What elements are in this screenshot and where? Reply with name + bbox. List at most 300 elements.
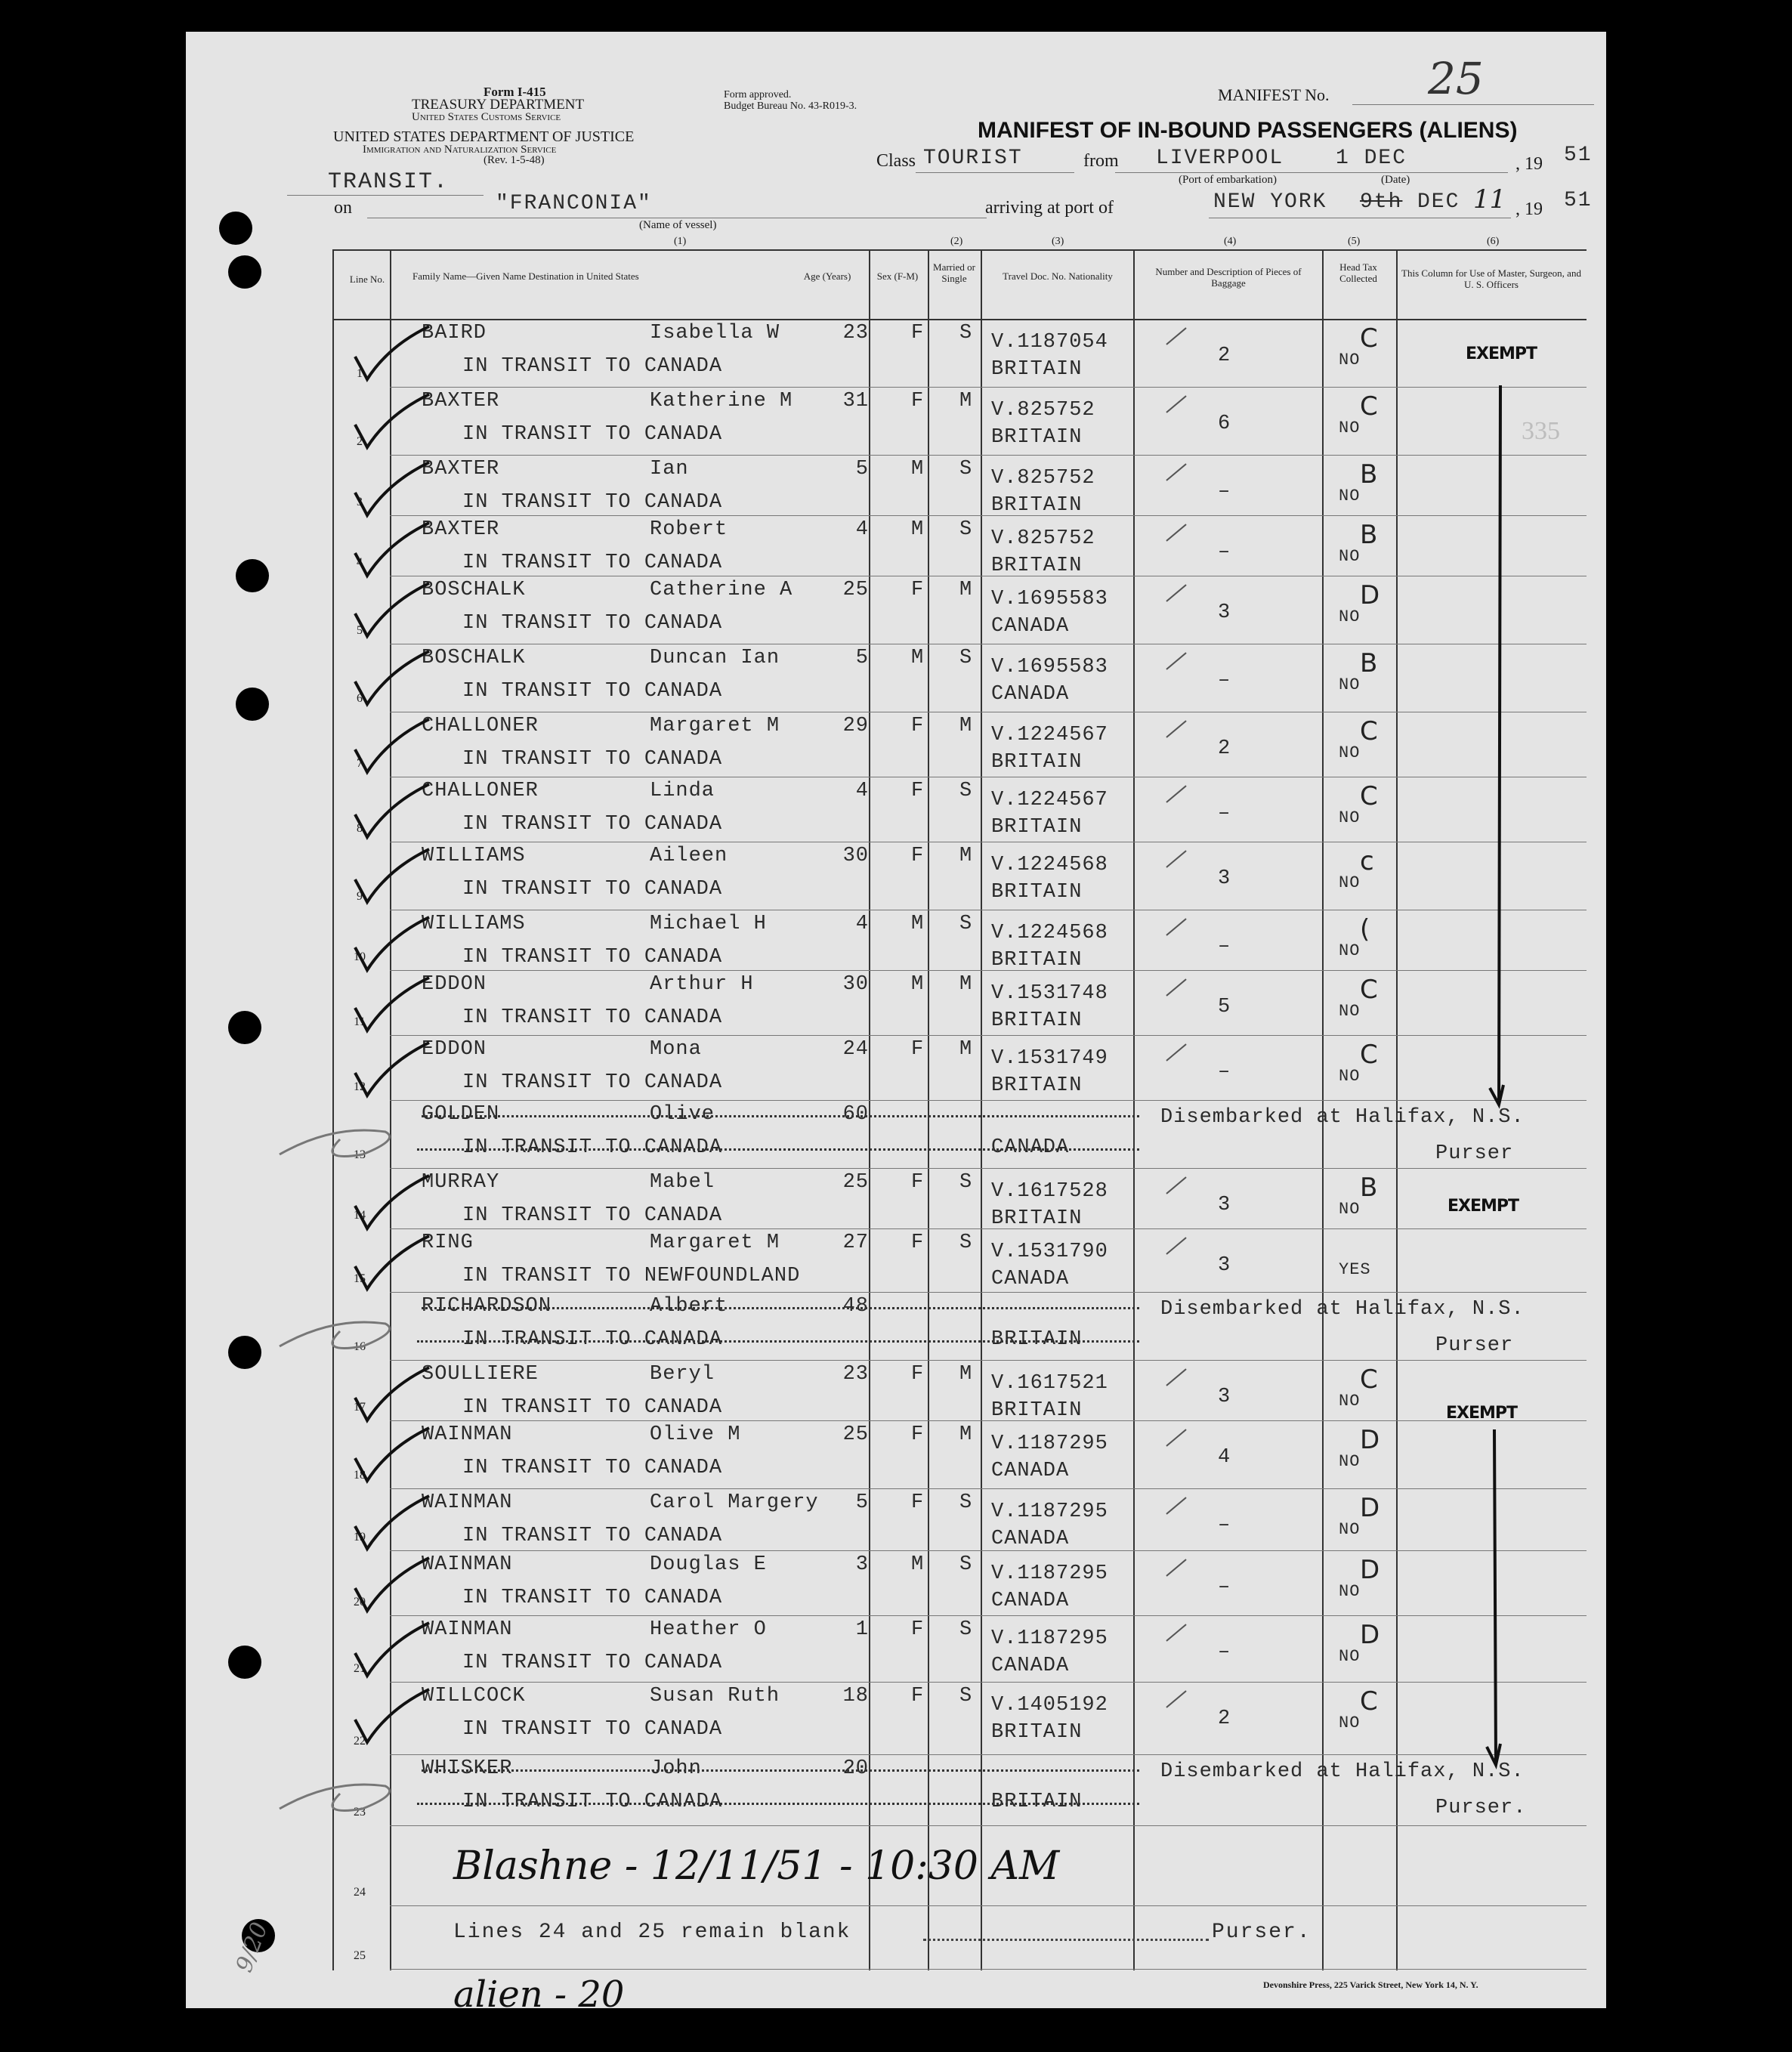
punch-hole bbox=[228, 1336, 261, 1369]
line-number: 12 bbox=[354, 1080, 366, 1093]
strike-line bbox=[422, 1769, 1139, 1772]
arrival-port: NEW YORK bbox=[1213, 190, 1327, 214]
travel-doc-no: V.1187295 bbox=[991, 1562, 1108, 1585]
sex: F bbox=[911, 1038, 925, 1061]
treasury-dept: TREASURY DEPARTMENT bbox=[412, 97, 585, 113]
sex: F bbox=[911, 715, 925, 737]
col-num-5: (5) bbox=[1348, 236, 1361, 247]
head-tax-mark: D bbox=[1360, 580, 1380, 610]
class-value: TOURIST bbox=[923, 147, 1023, 170]
given-name: Margaret M bbox=[650, 1232, 780, 1254]
vessel-caption: (Name of vessel) bbox=[639, 219, 717, 231]
baggage: – bbox=[1218, 935, 1231, 958]
from-label: from bbox=[1083, 151, 1119, 171]
age: 20 bbox=[842, 1757, 869, 1780]
check-mark bbox=[351, 781, 434, 842]
baggage: – bbox=[1218, 541, 1231, 564]
col-num-2: (2) bbox=[950, 236, 963, 247]
from-port: LIVERPOOL bbox=[1156, 147, 1284, 170]
justice-dept: UNITED STATES DEPARTMENT OF JUSTICE bbox=[333, 128, 635, 145]
age: 30 bbox=[842, 973, 869, 996]
age: 60 bbox=[842, 1103, 869, 1126]
row-rule bbox=[390, 1420, 1587, 1421]
travel-doc-no: V.825752 bbox=[991, 399, 1095, 422]
travel-doc-no: V.825752 bbox=[991, 527, 1095, 550]
family-name: CHALLONER bbox=[422, 780, 539, 802]
sex: M bbox=[911, 647, 925, 669]
baggage: 3 bbox=[1218, 601, 1231, 624]
blank-lines-note: Lines 24 and 25 remain blank bbox=[453, 1921, 851, 1944]
given-name: Heather O bbox=[650, 1618, 767, 1641]
column-rule bbox=[1133, 249, 1135, 1970]
marital-status: M bbox=[959, 1038, 973, 1061]
inspector-signature: Blashne - 12/11/51 - 10:30 AM bbox=[453, 1843, 1060, 1889]
family-name: SOULLIERE bbox=[422, 1363, 539, 1386]
destination: IN TRANSIT TO CANADA bbox=[462, 1652, 723, 1674]
travel-doc-no: V.1224568 bbox=[991, 922, 1108, 944]
row-rule bbox=[390, 1228, 1587, 1229]
date-caption: (Date) bbox=[1381, 174, 1410, 186]
destination: IN TRANSIT TO CANADA bbox=[462, 491, 723, 514]
given-name: Robert bbox=[650, 518, 728, 541]
nationality: BRITAIN bbox=[991, 358, 1083, 381]
destination: IN TRANSIT TO CANADA bbox=[462, 1136, 723, 1159]
given-name: Aileen bbox=[650, 845, 728, 867]
embark-date: 1 DEC bbox=[1336, 147, 1407, 170]
column-rule bbox=[928, 249, 929, 1970]
sex: M bbox=[911, 1553, 925, 1576]
given-name: Douglas E bbox=[650, 1553, 767, 1576]
head-tax-mark: B bbox=[1360, 520, 1378, 550]
disembark-note: Disembarked at Halifax, N.S. bbox=[1160, 1106, 1525, 1129]
destination: IN TRANSIT TO CANADA bbox=[462, 1791, 723, 1813]
head-tax-mark: D bbox=[1360, 1493, 1380, 1523]
col-header-line-no: Line No. bbox=[349, 273, 385, 285]
col-header-name: Family Name—Given Name Destination in United States bbox=[412, 270, 639, 282]
col-header-officers: This Column for Use of Master, Surgeon, and U. S. Officers bbox=[1401, 267, 1581, 290]
row-rule bbox=[390, 387, 1587, 388]
destination: IN TRANSIT TO CANADA bbox=[462, 1457, 723, 1479]
col-num-3: (3) bbox=[1052, 236, 1064, 247]
table-top-rule bbox=[332, 249, 1587, 251]
table-header-rule bbox=[332, 319, 1587, 320]
given-name: Albert bbox=[650, 1295, 728, 1318]
line-number: 13 bbox=[354, 1148, 366, 1161]
check-mark bbox=[351, 391, 434, 452]
given-name: Susan Ruth bbox=[650, 1685, 780, 1707]
marital-status: S bbox=[959, 458, 973, 481]
head-tax-mark: D bbox=[1360, 1425, 1380, 1455]
marital-status: M bbox=[959, 1363, 973, 1386]
head-tax: NO bbox=[1339, 1002, 1361, 1021]
customs-service: United States Customs Service bbox=[412, 111, 561, 123]
destination: IN TRANSIT TO CANADA bbox=[462, 1071, 723, 1094]
marital-status: S bbox=[959, 518, 973, 541]
travel-doc-no: V.1187295 bbox=[991, 1432, 1108, 1455]
alien-count: alien - 20 bbox=[453, 1973, 625, 2016]
age: 3 bbox=[855, 1553, 869, 1576]
row-rule bbox=[390, 515, 1587, 516]
row-rule bbox=[390, 1550, 1587, 1551]
line-number: 2 bbox=[357, 435, 363, 448]
purser-signature: Purser bbox=[1435, 1142, 1514, 1165]
nationality: BRITAIN bbox=[991, 1399, 1083, 1422]
travel-doc-no: V.1617528 bbox=[991, 1180, 1108, 1203]
nationality: CANADA bbox=[991, 1655, 1070, 1677]
marital-status: M bbox=[959, 845, 973, 867]
nationality: BRITAIN bbox=[991, 751, 1083, 774]
baggage: 3 bbox=[1218, 1194, 1231, 1216]
head-tax: NO bbox=[1339, 487, 1361, 505]
check-mark bbox=[351, 975, 434, 1035]
check-mark bbox=[351, 1040, 434, 1100]
row-rule bbox=[390, 1615, 1587, 1616]
col-header-baggage: Number and Description of Pieces of Baggage bbox=[1155, 266, 1302, 289]
given-name: Mona bbox=[650, 1038, 702, 1061]
punch-hole bbox=[228, 1646, 261, 1679]
check-mark bbox=[351, 1233, 434, 1293]
nationality: CANADA bbox=[991, 1528, 1070, 1550]
head-tax-mark: C bbox=[1360, 1686, 1378, 1717]
row-rule bbox=[390, 1488, 1587, 1489]
head-tax-mark: c bbox=[1360, 846, 1374, 876]
line-number: 6 bbox=[357, 692, 363, 705]
age: 25 bbox=[842, 1423, 869, 1446]
destination: IN TRANSIT TO CANADA bbox=[462, 878, 723, 901]
column-rule bbox=[869, 249, 870, 1970]
purser-signature: Purser. bbox=[1435, 1797, 1527, 1819]
form-number: Form I-415 bbox=[484, 85, 546, 99]
strike-line bbox=[417, 1803, 1139, 1805]
col-header-travel-doc: Travel Doc. No. Nationality bbox=[1003, 270, 1113, 282]
head-tax: YES bbox=[1339, 1260, 1371, 1279]
head-tax: NO bbox=[1339, 547, 1361, 566]
on-label: on bbox=[334, 198, 352, 218]
head-tax-mark: C bbox=[1360, 1040, 1378, 1070]
nationality: BRITAIN bbox=[991, 816, 1083, 839]
travel-doc-no: V.1187295 bbox=[991, 1500, 1108, 1523]
line-number: 24 bbox=[354, 1886, 366, 1899]
row-rule bbox=[390, 1168, 1587, 1169]
given-name: Linda bbox=[650, 780, 715, 802]
sex: F bbox=[911, 1618, 925, 1641]
head-tax: NO bbox=[1339, 351, 1361, 369]
destination: IN TRANSIT TO CANADA bbox=[462, 748, 723, 771]
head-tax-mark: ( bbox=[1360, 914, 1370, 944]
destination: IN TRANSIT TO CANADA bbox=[462, 680, 723, 703]
row-rule bbox=[390, 1969, 1587, 1970]
head-tax: NO bbox=[1339, 1200, 1361, 1219]
family-name: WILLIAMS bbox=[422, 845, 526, 867]
travel-doc-no: V.1531749 bbox=[991, 1047, 1108, 1070]
line-number: 15 bbox=[354, 1272, 366, 1285]
given-name: Catherine A bbox=[650, 579, 793, 601]
punch-hole bbox=[236, 688, 269, 721]
sex: M bbox=[911, 518, 925, 541]
travel-doc-no: V.1617521 bbox=[991, 1372, 1108, 1395]
line-number: 3 bbox=[357, 496, 363, 508]
baggage: 2 bbox=[1218, 1707, 1231, 1730]
sex: F bbox=[911, 1363, 925, 1386]
nationality: CANADA bbox=[991, 615, 1070, 638]
age: 30 bbox=[842, 845, 869, 867]
head-tax-mark: B bbox=[1360, 1173, 1378, 1203]
family-name: EDDON bbox=[422, 1038, 487, 1061]
strike-line bbox=[417, 1340, 1139, 1343]
family-name: RICHARDSON bbox=[422, 1295, 552, 1318]
line-number: 11 bbox=[354, 1015, 366, 1028]
sex: F bbox=[911, 1171, 925, 1194]
head-tax: NO bbox=[1339, 1714, 1361, 1732]
head-tax: NO bbox=[1339, 1520, 1361, 1539]
col-header-head-tax: Head Tax Collected bbox=[1339, 261, 1377, 284]
travel-doc-no: V.1224567 bbox=[991, 789, 1108, 811]
marital-status: M bbox=[959, 390, 973, 413]
column-rule bbox=[981, 249, 982, 1970]
struck-nationality: BRITAIN bbox=[991, 1791, 1083, 1813]
given-name: Carol Margery bbox=[650, 1491, 819, 1514]
given-name: Ian bbox=[650, 458, 689, 481]
marital-status: S bbox=[959, 1618, 973, 1641]
marital-status: S bbox=[959, 322, 973, 345]
marital-status: S bbox=[959, 1685, 973, 1707]
age: 27 bbox=[842, 1232, 869, 1254]
age: 25 bbox=[842, 1171, 869, 1194]
travel-doc-no: V.825752 bbox=[991, 467, 1095, 490]
destination: IN TRANSIT TO CANADA bbox=[462, 1006, 723, 1029]
sex: F bbox=[911, 322, 925, 345]
check-mark bbox=[351, 459, 434, 520]
marital-status: S bbox=[959, 1491, 973, 1514]
age: 5 bbox=[855, 647, 869, 669]
marital-status: M bbox=[959, 579, 973, 601]
circle-mark bbox=[272, 1109, 408, 1177]
line-number: 18 bbox=[354, 1469, 366, 1482]
sex: F bbox=[911, 1685, 925, 1707]
sex: F bbox=[911, 390, 925, 413]
row-rule bbox=[390, 1035, 1587, 1036]
row-rule bbox=[390, 1292, 1587, 1293]
exempt-arrow-lines bbox=[1473, 378, 1519, 1783]
form-revision: (Rev. 1-5-48) bbox=[484, 154, 545, 166]
family-name: WAINMAN bbox=[422, 1423, 513, 1446]
family-name: BAXTER bbox=[422, 458, 500, 481]
port-embark-caption: (Port of embarkation) bbox=[1179, 174, 1277, 186]
family-name: BOSCHALK bbox=[422, 647, 526, 669]
family-name: WAINMAN bbox=[422, 1491, 513, 1514]
travel-doc-no: V.1187295 bbox=[991, 1627, 1108, 1650]
circle-mark bbox=[272, 1301, 408, 1369]
nationality: BRITAIN bbox=[991, 881, 1083, 904]
exempt-stamp: EXEMPT bbox=[1466, 345, 1537, 363]
nationality: CANADA bbox=[991, 1268, 1070, 1290]
check-mark bbox=[351, 1173, 434, 1233]
row-rule bbox=[390, 1905, 1587, 1906]
travel-doc-no: V.1224568 bbox=[991, 854, 1108, 876]
baggage: 4 bbox=[1218, 1446, 1231, 1469]
head-tax: NO bbox=[1339, 675, 1361, 694]
line-number: 10 bbox=[354, 950, 366, 963]
nationality: BRITAIN bbox=[991, 1207, 1083, 1230]
baggage: – bbox=[1218, 481, 1231, 503]
family-name: WHISKER bbox=[422, 1757, 513, 1780]
family-name: EDDON bbox=[422, 973, 487, 996]
line-number: 4 bbox=[357, 556, 363, 569]
head-tax: NO bbox=[1339, 607, 1361, 626]
check-mark bbox=[351, 914, 434, 975]
col-header-married: Married or Single bbox=[933, 261, 975, 284]
age: 4 bbox=[855, 780, 869, 802]
check-mark bbox=[351, 520, 434, 580]
head-tax: NO bbox=[1339, 941, 1361, 960]
marital-status: S bbox=[959, 647, 973, 669]
given-name: Katherine M bbox=[650, 390, 793, 413]
check-mark bbox=[351, 1425, 434, 1485]
sex: F bbox=[911, 845, 925, 867]
strike-line bbox=[422, 1115, 1139, 1117]
head-tax-mark: D bbox=[1360, 1620, 1380, 1650]
printer-credit: Devonshire Press, 225 Varick Street, New York 14, N. Y. bbox=[1263, 1979, 1478, 1990]
nationality: CANADA bbox=[991, 1460, 1070, 1482]
line-number: 8 bbox=[357, 822, 363, 835]
ins-service: Immigration and Naturalization Service bbox=[363, 144, 557, 156]
year-prefix-2: , 19 bbox=[1515, 199, 1543, 219]
row-rule bbox=[390, 455, 1587, 456]
head-tax-mark: D bbox=[1360, 1555, 1380, 1585]
check-mark bbox=[351, 1686, 434, 1747]
family-name: RING bbox=[422, 1232, 474, 1254]
underline bbox=[287, 195, 484, 196]
baggage: – bbox=[1218, 1641, 1231, 1664]
travel-doc-no: V.1224567 bbox=[991, 724, 1108, 746]
family-name: WAINMAN bbox=[422, 1553, 513, 1576]
marital-status: S bbox=[959, 1232, 973, 1254]
age: 1 bbox=[855, 1618, 869, 1641]
family-name: BAIRD bbox=[422, 322, 487, 345]
line-number: 19 bbox=[354, 1531, 366, 1544]
sex: F bbox=[911, 780, 925, 802]
vessel-name: "FRANCONIA" bbox=[496, 192, 652, 215]
sex: F bbox=[911, 579, 925, 601]
destination: IN TRANSIT TO CANADA bbox=[462, 1525, 723, 1547]
given-name: Beryl bbox=[650, 1363, 715, 1386]
exempt-stamp: EXEMPT bbox=[1446, 1404, 1518, 1423]
nationality: BRITAIN bbox=[991, 949, 1083, 972]
transit-label: TRANSIT. bbox=[328, 169, 450, 195]
line-number: 9 bbox=[357, 890, 363, 903]
purser-signature: Purser bbox=[1435, 1334, 1514, 1357]
manifest-title: MANIFEST OF IN-BOUND PASSENGERS (ALIENS) bbox=[978, 118, 1518, 143]
nationality: BRITAIN bbox=[991, 555, 1083, 577]
arrival-struck-day: 9th bbox=[1360, 190, 1403, 214]
marital-status: M bbox=[959, 715, 973, 737]
baggage: – bbox=[1218, 1061, 1231, 1083]
check-mark bbox=[351, 1555, 434, 1615]
nationality: BRITAIN bbox=[991, 1009, 1083, 1032]
age: 25 bbox=[842, 579, 869, 601]
check-mark bbox=[351, 846, 434, 907]
check-mark bbox=[351, 1364, 434, 1425]
destination: IN TRANSIT TO CANADA bbox=[462, 1587, 723, 1609]
budget-bureau: Budget Bureau No. 43-R019-3. bbox=[724, 100, 857, 112]
col-header-sex: Sex (F-M) bbox=[876, 270, 919, 282]
baggage: – bbox=[1218, 802, 1231, 825]
travel-doc-no: V.1531790 bbox=[991, 1241, 1108, 1263]
head-tax-mark: C bbox=[1360, 781, 1378, 811]
row-rule bbox=[390, 1825, 1587, 1826]
baggage: – bbox=[1218, 669, 1231, 692]
destination: IN TRANSIT TO CANADA bbox=[462, 1396, 723, 1419]
nationality: BRITAIN bbox=[991, 1074, 1083, 1097]
class-label: Class bbox=[876, 151, 916, 171]
faint-stamp: 335 bbox=[1522, 417, 1560, 445]
line-number: 25 bbox=[354, 1949, 366, 1962]
marital-status: M bbox=[959, 1423, 973, 1446]
line-number: 5 bbox=[357, 624, 363, 637]
head-tax-mark: B bbox=[1360, 459, 1378, 490]
family-name: GOLDEN bbox=[422, 1103, 500, 1126]
circle-mark bbox=[272, 1763, 408, 1831]
struck-nationality: BRITAIN bbox=[991, 1328, 1083, 1351]
margin-note: 9/20 bbox=[230, 1918, 273, 1976]
strike-line bbox=[422, 1307, 1139, 1309]
age: 48 bbox=[842, 1295, 869, 1318]
arriving-label: arriving at port of bbox=[985, 198, 1114, 218]
destination: IN TRANSIT TO CANADA bbox=[462, 1718, 723, 1741]
destination: IN TRANSIT TO CANADA bbox=[462, 813, 723, 836]
travel-doc-no: V.1405192 bbox=[991, 1694, 1108, 1717]
check-mark bbox=[351, 323, 434, 384]
head-tax: NO bbox=[1339, 419, 1361, 437]
underline bbox=[916, 172, 1074, 173]
form-approved: Form approved. bbox=[724, 89, 792, 100]
given-name: Mabel bbox=[650, 1171, 715, 1194]
punch-hole bbox=[219, 212, 252, 245]
disembark-note: Disembarked at Halifax, N.S. bbox=[1160, 1760, 1525, 1783]
baggage: 2 bbox=[1218, 737, 1231, 760]
given-name: Michael H bbox=[650, 913, 767, 935]
arrival-date: DEC bbox=[1417, 190, 1460, 214]
nationality: BRITAIN bbox=[991, 426, 1083, 449]
head-tax: NO bbox=[1339, 1067, 1361, 1086]
nationality: BRITAIN bbox=[991, 494, 1083, 517]
baggage: 5 bbox=[1218, 996, 1231, 1018]
family-name: WILLIAMS bbox=[422, 913, 526, 935]
check-mark bbox=[351, 1493, 434, 1553]
sex: F bbox=[911, 1491, 925, 1514]
row-rule bbox=[390, 1100, 1587, 1101]
underline bbox=[1115, 172, 1508, 173]
baggage: 3 bbox=[1218, 1254, 1231, 1277]
head-tax: NO bbox=[1339, 1582, 1361, 1601]
age: 24 bbox=[842, 1038, 869, 1061]
age: 29 bbox=[842, 715, 869, 737]
punch-hole bbox=[228, 255, 261, 289]
col-header-age: Age (Years) bbox=[803, 270, 851, 282]
nationality: CANADA bbox=[991, 1590, 1070, 1612]
baggage: 6 bbox=[1218, 413, 1231, 435]
travel-doc-no: V.1695583 bbox=[991, 588, 1108, 610]
baggage: 2 bbox=[1218, 345, 1231, 367]
given-name: Olive bbox=[650, 1103, 715, 1126]
row-rule bbox=[390, 1682, 1587, 1683]
marital-status: S bbox=[959, 1171, 973, 1194]
family-name: BAXTER bbox=[422, 518, 500, 541]
baggage: – bbox=[1218, 1514, 1231, 1537]
blank-lines-signer: Purser. bbox=[1212, 1921, 1312, 1944]
line-number: 23 bbox=[354, 1806, 366, 1819]
given-name: Isabella W bbox=[650, 322, 780, 345]
